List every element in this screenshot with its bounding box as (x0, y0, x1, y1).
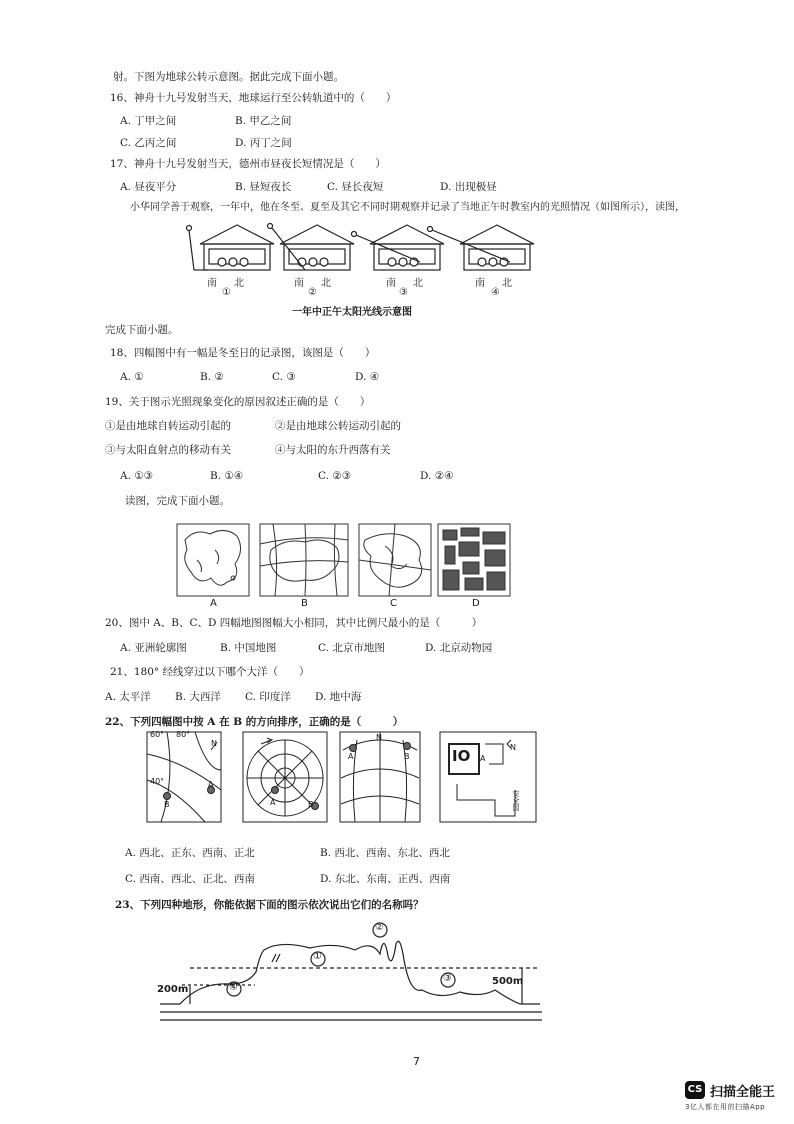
q20-option-b: B. 中国地图 (220, 642, 277, 654)
scanner-logo: CS (685, 1081, 705, 1099)
house-3-north: 北 (413, 278, 423, 289)
q19-statement-1: ①是由地球自转运动引起的 (105, 420, 231, 432)
dir-map-4 (440, 732, 536, 822)
house-4 (428, 225, 535, 270)
terrain-label-2: ② (375, 922, 384, 933)
q23-stem: 23、下列四种地形，你能依据下面的图示依次说出它们的名称吗？ (115, 899, 424, 911)
terrain-height-500: 500m (492, 976, 524, 987)
map-b-china (260, 524, 348, 596)
q20-option-d: D. 北京动物园 (425, 642, 493, 654)
q20-option-c: C. 北京市地图 (318, 642, 385, 654)
q18-option-d: D. ④ (355, 371, 380, 383)
dir-1-a: A (208, 780, 214, 789)
dir-map-3 (340, 732, 420, 822)
direction-figure (145, 730, 540, 825)
dir-4-building: IO (452, 747, 471, 765)
dir-lon80: 80° (176, 730, 191, 739)
q19-statement-2: ②是由地球公转运动引起的 (275, 420, 401, 432)
q17-stem: 17、神舟十九号发射当天，德州市昼夜长短情况是（ ） (110, 158, 386, 170)
map-a-label: A (210, 598, 217, 609)
house-4-north: 北 (502, 278, 512, 289)
q16-option-b: B. 甲乙之间 (235, 115, 292, 127)
q19-option-b: B. ①④ (210, 470, 244, 482)
terrain-height-200: 200m (157, 984, 189, 995)
terrain-label-4: ④ (229, 982, 238, 993)
house-1 (187, 225, 275, 270)
dir-1-north: N (211, 739, 217, 748)
q21-option-d: D. 地中海 (315, 691, 362, 703)
q19-stem: 19、关于图示光照现象变化的原因叙述正确的是（ ） (105, 396, 371, 408)
dir-3-b: B (404, 752, 410, 761)
q19-statement-3: ③与太阳直射点的移动有关 (105, 444, 231, 456)
q19-option-c: C. ②③ (318, 470, 352, 482)
dir-map-2 (243, 732, 327, 822)
map-a-asia (177, 524, 249, 596)
page-mark: 7 (413, 1055, 420, 1068)
terrain-label-1: ① (313, 951, 322, 962)
q18-stem: 18、四幅图中有一幅是冬至日的记录图，该图是（ ） (110, 347, 376, 359)
q16-option-d: D. 丙丁之间 (235, 137, 292, 149)
dir-4-place: 安全园 (512, 790, 520, 811)
house-1-south: 南 (207, 278, 217, 289)
terrain-figure (160, 920, 545, 1030)
terrain-profile (160, 941, 540, 1004)
dir-1-b: B (164, 800, 170, 809)
q19-option-a: A. ①③ (120, 470, 154, 482)
house-1-label: ① (222, 287, 231, 298)
q22-option-d: D. 东北、东南、正西、西南 (320, 873, 451, 885)
q21-option-c: C. 印度洋 (245, 691, 291, 703)
intro-line: 射。下图为地球公转示意图。据此完成下面小题。 (113, 71, 344, 83)
q17-option-d: D. 出现极昼 (440, 181, 497, 193)
q18-option-b: B. ② (200, 371, 224, 383)
map-d-zoo (438, 524, 510, 596)
q22-option-c: C. 西南、西北、正北、西南 (125, 873, 255, 885)
q22-option-a: A. 西北、正东、西南、正北 (125, 847, 255, 859)
map-figure (175, 520, 520, 600)
dir-4-north: N (510, 743, 516, 752)
sun-figure-caption: 一年中正午太阳光线示意图 (292, 307, 412, 318)
terrain-label-3: ③ (443, 973, 452, 984)
dir-3-a: A (348, 752, 354, 761)
q16-option-a: A. 丁甲之间 (120, 115, 177, 127)
dir-2-a: A (270, 798, 276, 807)
house-2-label: ② (308, 287, 317, 298)
q20-stem: 20、图中 A、B、C、D 四幅地图图幅大小相同，其中比例尺最小的是（ ） (105, 617, 483, 629)
map-c-beijing (359, 524, 431, 596)
q22-stem: 22、下列四幅图中按 A 在 B 的方向排序，正确的是（ ） (105, 716, 404, 728)
q19-option-d: D. ②④ (420, 470, 454, 482)
q17-option-b: B. 昼短夜长 (235, 181, 292, 193)
scanner-brand: 扫描全能王 (710, 1085, 776, 1100)
house-2-north: 北 (321, 278, 331, 289)
map-d-label: D (472, 598, 480, 609)
q17-option-c: C. 昼长夜短 (327, 181, 384, 193)
q21-option-b: B. 大西洋 (175, 691, 221, 703)
q16-stem: 16、神舟十九号发射当天，地球运行至公转轨道中的（ ） (110, 92, 397, 104)
q18-option-a: A. ① (120, 371, 144, 383)
sun-after: 完成下面小题。 (105, 324, 179, 336)
dir-lat60: 60° (150, 730, 165, 739)
house-2-south: 南 (294, 278, 304, 289)
q16-option-c: C. 乙丙之间 (120, 137, 177, 149)
dir-2-b: B (308, 800, 314, 809)
q20-option-a: A. 亚洲轮廓图 (120, 642, 187, 654)
q21-option-a: A. 太平洋 (105, 691, 151, 703)
scanner-slogan: 3亿人都在用的扫描App (685, 1103, 766, 1111)
q17-option-a: A. 昼夜平分 (120, 181, 177, 193)
dir-4-a: A (480, 754, 486, 763)
house-1-north: 北 (234, 278, 244, 289)
q21-stem: 21、180° 经线穿过以下哪个大洋（ ） (110, 666, 310, 678)
dir-lat40: 40° (150, 777, 165, 786)
q19-statement-4: ④与太阳的东升西落有关 (275, 444, 391, 456)
house-3-label: ③ (399, 287, 408, 298)
house-2 (268, 224, 355, 271)
house-4-south: 南 (475, 278, 485, 289)
map-intro: 读图，完成下面小题。 (125, 495, 230, 507)
house-3-south: 南 (386, 278, 396, 289)
sun-intro: 小华同学善于观察，一年中，他在冬至、夏至及其它不同时期观察并记录了当地正午时教室内的光照情况（如图所示），读图， (130, 202, 685, 213)
map-b-label: B (301, 598, 308, 609)
map-c-label: C (390, 598, 397, 609)
q18-option-c: C. ③ (272, 371, 296, 383)
house-4-label: ④ (491, 287, 500, 298)
dir-3-north: N (376, 733, 382, 742)
q22-option-b: B. 西北、西南、东北、西北 (320, 847, 450, 859)
